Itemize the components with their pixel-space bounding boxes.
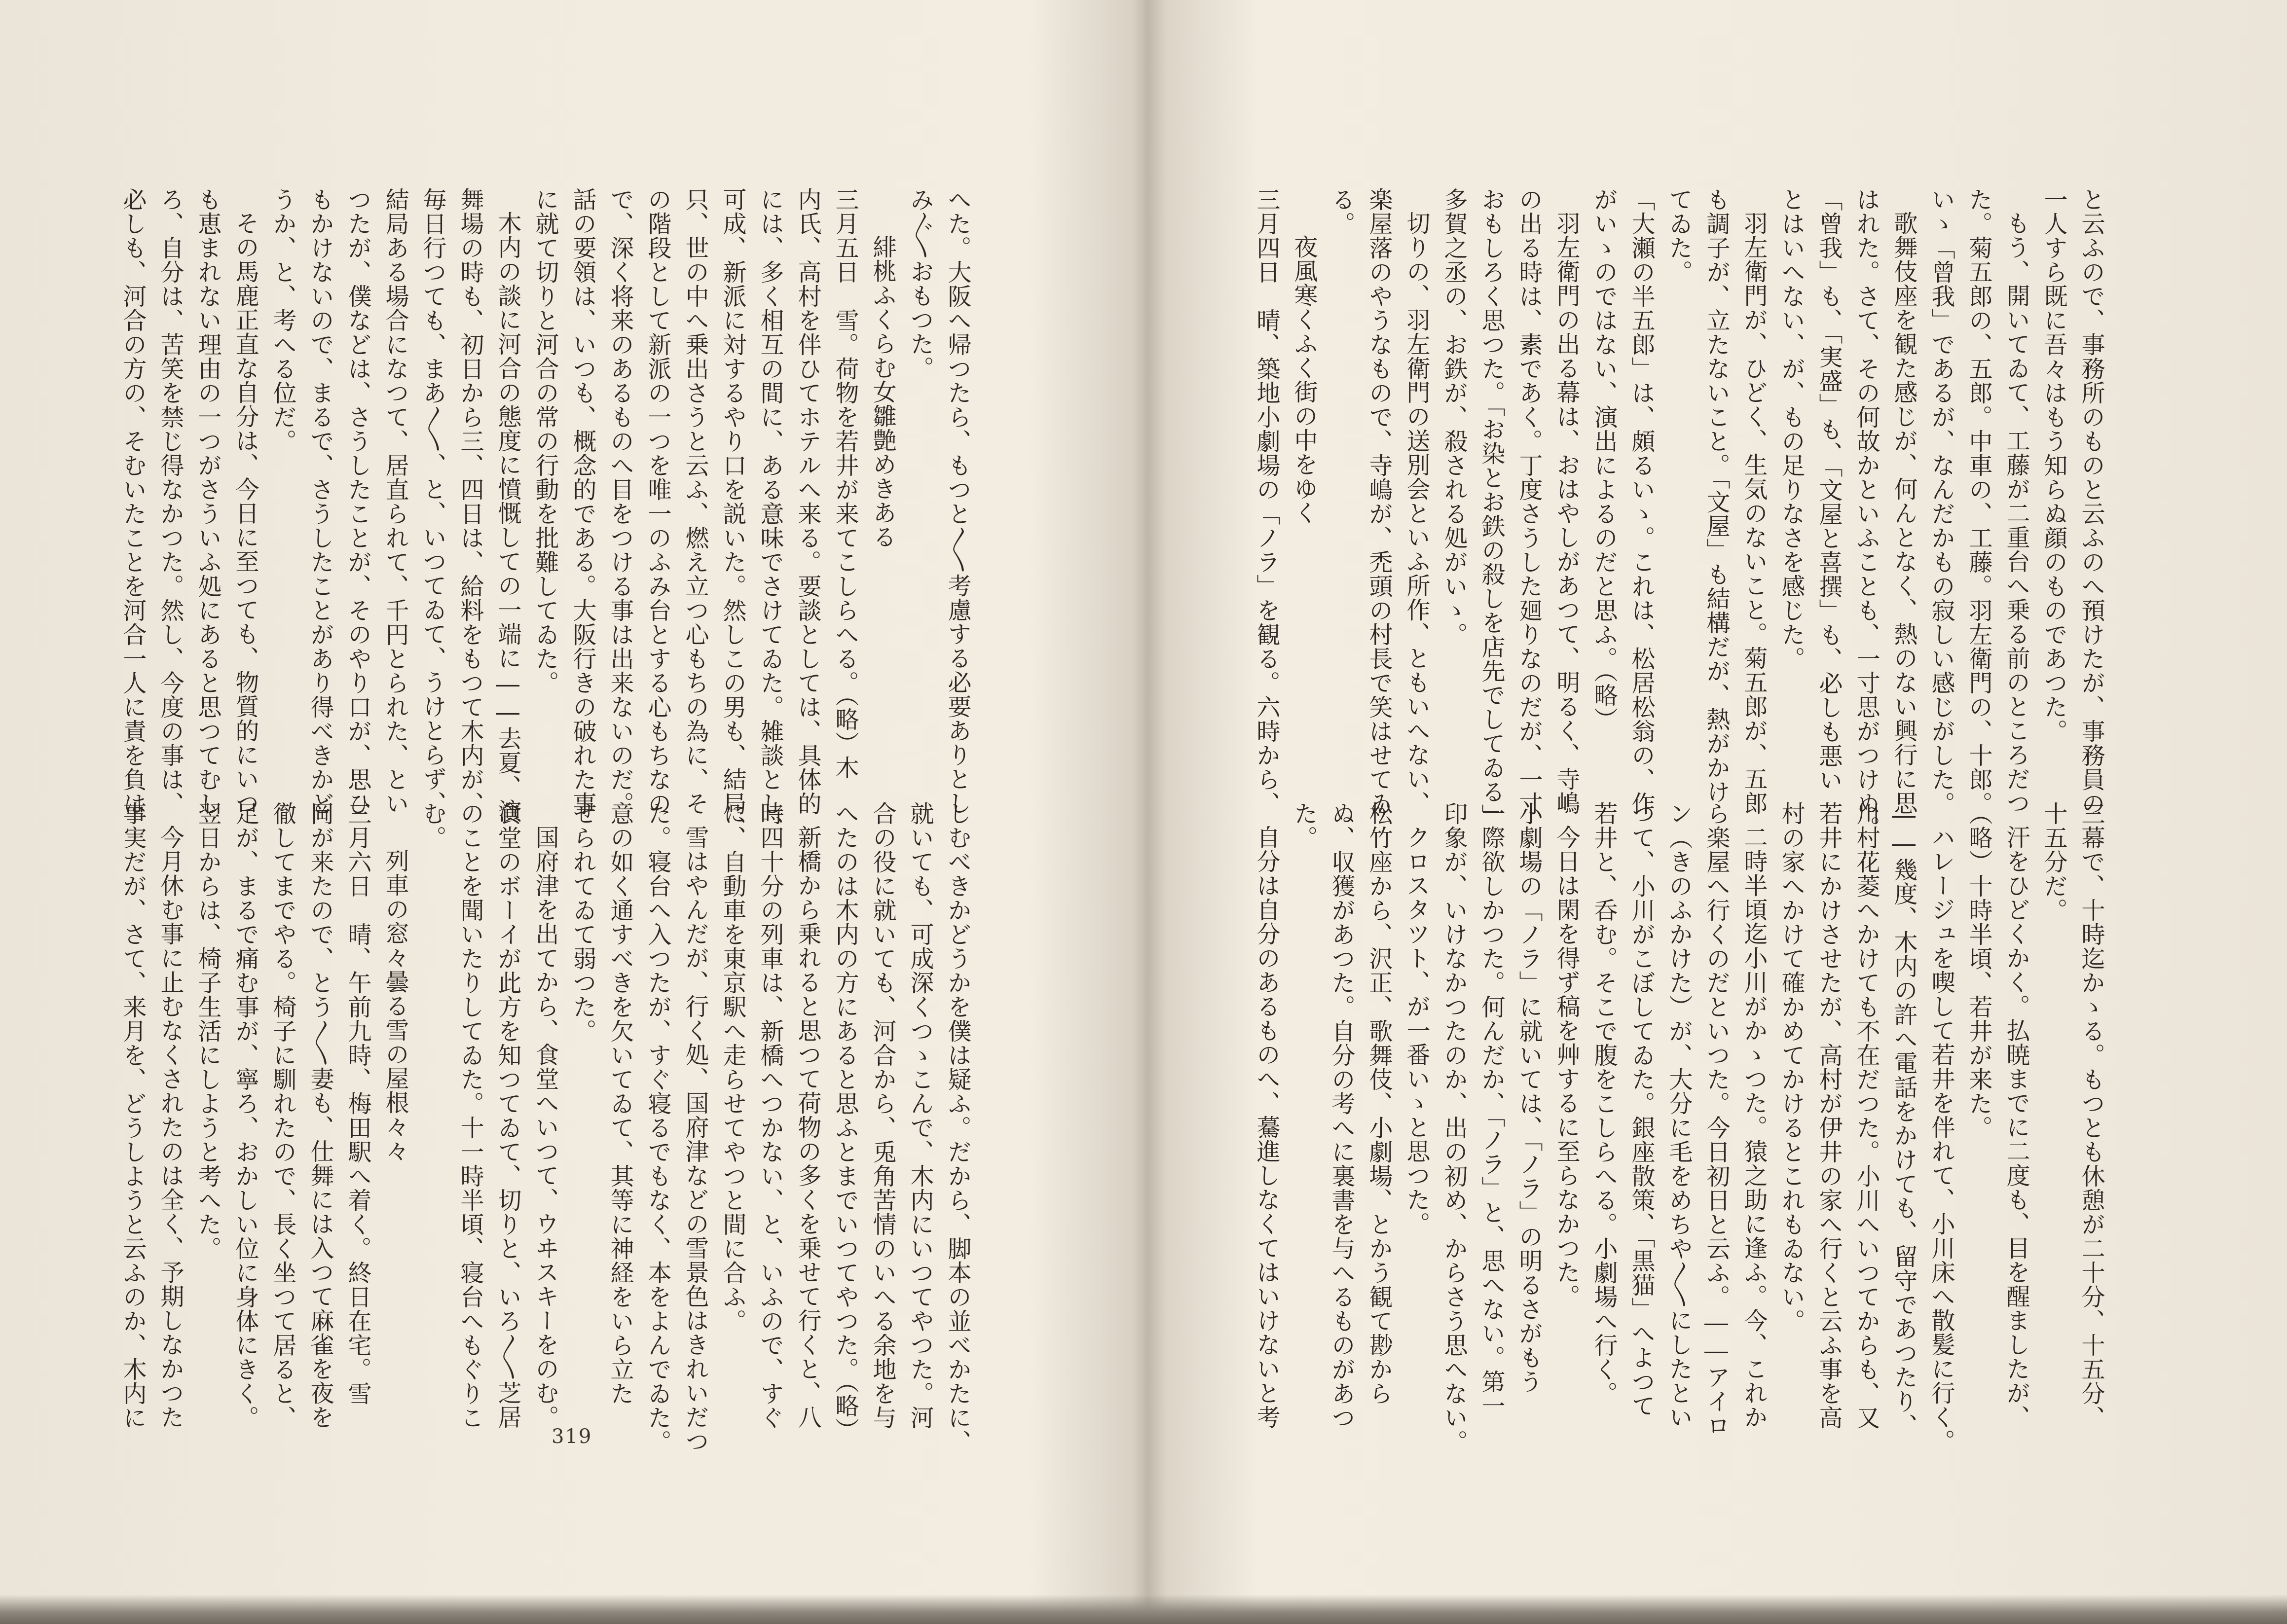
text-line: 話の要領は、いつも、概念的である。大阪行きの破れた事: [569, 187, 596, 816]
text-line: む。: [419, 801, 446, 850]
page-number: 319: [552, 1425, 592, 1448]
text-line: 汗をひどくかく。払暁までに二度も、目を醒ましたが、: [2002, 825, 2030, 1429]
text-line: に就て切りと河合の常の行動を批難してゐた。: [531, 187, 559, 695]
text-line: ン（きのふかけた）が、大分に毛をめちや〳〵にしたとい: [1665, 801, 1693, 1429]
diary-entry-date-line: 三月六日 晴、午前九時、梅田駅へ着く。終日在宅。雪: [344, 801, 371, 1406]
text-line: ハレージュを喫して若井を伴れて、小川床へ散髪に行く。: [1927, 825, 1955, 1453]
text-line: と云ふので、事務所のものと云ふのへ預けたが、事務員の: [2077, 187, 2105, 816]
text-line: へたのは木内の方にあると思ふとまでいつてやつた。（略）: [831, 801, 859, 1442]
text-line: 必しも、河合の方の、そむいたことを河合一人に責を負は: [119, 187, 147, 816]
text-line: （略）十時半頃、若井が来た。: [1965, 801, 1992, 1140]
text-line: 羽左衛門の出る幕は、おはやしがあつて、明るく、寺嶋: [1552, 211, 1580, 815]
haiku-line: 夜風寒くふく街の中をゆく: [1290, 235, 1318, 525]
text-line: てゐた。: [1665, 187, 1693, 284]
text-line: 小劇場の「ノラ」に就いては、「ノラ」の明るさがもう: [1515, 801, 1543, 1394]
text-line: ぬ、収獲があつた。自分の考へに裏書を与へるものがあつ: [1328, 801, 1355, 1430]
diary-entry-date-line: 三月五日 雪。荷物を若井が来てこしらへる。（略）木: [831, 187, 859, 780]
text-line: 足が、まるで痛む事が、寧ろ、おかしい位に身体にきく。: [231, 801, 259, 1430]
text-line: 「曾我」も、「実盛」も、「文屋と喜撰」も、必しも悪い: [1815, 187, 1843, 792]
text-line: には、多く相互の間に、ある意味でさけてゐた。雑談とし、: [756, 187, 784, 840]
text-line: もう、開いてゐて、工藤が二重台へ乗る前のところだつ: [2002, 211, 2030, 815]
text-line: 三幕で、十時迄かゝる。もつとも休憩が二十分、十五分、: [2077, 801, 2105, 1430]
text-line: 意の如く通すべきを欠いてゐて、其等に神経をいら立た: [606, 801, 634, 1406]
text-line: 今日は閑を得ず稿を艸するに至らなかつた。: [1552, 825, 1580, 1308]
text-line: 就いても、可成深くつゝこんで、木内にいつてやつた。河: [906, 801, 934, 1430]
right-page-upper-block: [1253, 187, 2107, 840]
text-line: も調子が、立たないこと。「文屋」も結構だが、熱がかけ: [1702, 187, 1730, 804]
text-line: 歌舞伎座を観た感じが、何んとなく、熱のない興行に思: [1890, 211, 1918, 815]
text-line: 若井にかけさせたが、高村が伊井の家へ行くと云ふ事を高: [1815, 801, 1843, 1430]
text-line: とはいへない、が、もの足りなさを感じた。: [1777, 187, 1805, 671]
text-line: 結局ある場合になつて、居直られて、千円とられた、とい: [381, 187, 409, 816]
left-page-upper-block: [119, 187, 973, 840]
right-page: [1144, 0, 2287, 1624]
text-line: み〴〵おもつた。: [906, 187, 934, 380]
text-line: 「大瀬の半五郎」は、頗るいゝ。これは、松居松翁の、作: [1627, 187, 1655, 816]
text-line: 雪はやんだが、行く処、国府津などの雪景色はきれいだつ: [681, 825, 709, 1453]
text-line: 舞場の時も、初日から三、四日は、給料をもつて木内が、: [456, 187, 484, 816]
text-line: 翌日からは、椅子生活にしようと考へた。: [194, 801, 221, 1261]
text-line: 可成、新派に対するやり口を説いた。然しこの男も、結局、: [719, 187, 746, 840]
text-line: 一人すら既に吾々はもう知らぬ顔のものであつた。: [2040, 187, 2067, 743]
text-line: うか、と、考へる位だ。: [269, 187, 296, 453]
text-line: た。寝台へ入つたが、すぐ寝るでもなく、本をよんでゐた。: [644, 801, 671, 1454]
text-line: 一際欲しかつた。何んだか、「ノラ」と、思へない。第一: [1477, 801, 1505, 1418]
text-line: 村の家へかけて確かめてかけるとこれもゐない。: [1777, 801, 1805, 1333]
text-line: 今月休む事に止むなくされたのは全く、予期しなかつた: [156, 825, 184, 1429]
right-page-lower-block: [1253, 801, 2107, 1454]
text-line: 毎日行つても、まあ〳〵、と、いつてゐて、うけとらず、: [419, 187, 446, 815]
text-line: ら楽屋へ行くのだといつた。今日初日と云ふ。――アイロ: [1702, 801, 1730, 1438]
text-line: ろ、自分は、苦笑を禁じ得なかつた。然し、今度の事は、: [156, 187, 184, 816]
text-line: 岡が来たので、とう〳〵妻も、仕舞には入つて麻雀を夜を: [306, 801, 334, 1429]
text-line: 木内の談に河合の態度に憤慨しての一端に――去夏、演: [494, 211, 521, 823]
text-line: た。菊五郎の、五郎。中車の、工藤。羽左衛門の、十郎。: [1965, 187, 1992, 816]
text-line: もかけないので、まるで、さうしたことがあり得べきかど: [306, 187, 334, 816]
text-line: 時四十分の列車は、新橋へつかない、と、いふので、すぐ: [756, 801, 784, 1430]
text-line: た。: [1290, 801, 1318, 850]
text-line: しむべきかどうかを僕は疑ふ。だから、脚本の並べかたに、: [944, 801, 971, 1454]
text-line: る。: [1328, 187, 1355, 236]
text-line: せられてゐて弱つた。: [569, 801, 596, 1043]
text-line: の階段として新派の一つを唯一のふみ台とする心もちなの: [644, 187, 671, 816]
text-line: おもしろく思つた。「お染とお鉄の殺しを店先でしてゐる」: [1477, 187, 1505, 828]
diary-entry-date-line: 三月四日 晴、築地小劇場の「ノラ」を観る。六時から、: [1253, 187, 1280, 816]
text-line: へた。大阪へ帰つたら、もつと〳〵考慮する必要ありとし: [944, 187, 971, 815]
text-line: で、深く将来のあるものへ目をつける事は出来ないのだ。: [606, 187, 634, 816]
haiku-line: 列車の窓々曇る雪の屋根々々: [381, 849, 409, 1163]
text-line: 多賀之丞の、お鉄が、殺される処がいゝ。: [1440, 187, 1468, 647]
haiku-line: 緋桃ふくらむ女雛艶めきある: [869, 235, 896, 549]
text-line: のことを聞いたりしてゐた。十一時半頃、寝台へもぐりこ: [456, 801, 484, 1430]
text-line: 印象が、いけなかつたのか、出の初め、からさう思へない。: [1440, 801, 1468, 1454]
text-line: 新橋から乗れると思つて荷物の多くを乗せて行くと、八: [794, 825, 821, 1429]
text-line: も恵まれない理由の一つがさういふ処にあると思つてむし: [194, 187, 221, 816]
text-line: 羽左衛門が、ひどく、生気のないこと。菊五郎が、五郎: [1740, 211, 1768, 815]
text-line: 国府津を出てから、食堂へいつて、ウヰスキーをのむ。: [531, 825, 559, 1429]
text-line: その馬鹿正直な自分は、今日に至つても、物質的にいつ: [231, 211, 259, 815]
text-line: 切りの、羽左衛門の送別会といふ所作、ともいへない、: [1402, 211, 1430, 815]
book-bottom-edge-shadow: [0, 1594, 2287, 1624]
text-line: 楽屋落のやうなもので、寺嶋が、禿頭の村長で笑はせてゐ: [1365, 187, 1393, 816]
text-line: つて、小川がこぼしてゐた。銀座散策、「黒猫」へよつて: [1627, 801, 1655, 1418]
text-line: 若井と、呑む。そこで腹をこしらへる。小劇場へ行く。: [1590, 801, 1618, 1406]
text-line: 二時半頃迄小川がかゝつた。猿之助に逢ふ。今、これか: [1740, 825, 1768, 1429]
text-line: がいゝのではない、演出によるのだと思ふ。（略）: [1590, 187, 1618, 731]
text-line: 只、世の中へ乗出さうと云ふ、燃え立つ心もちの為に、そ: [681, 187, 709, 816]
text-line: 十五分だ。: [2040, 801, 2067, 922]
text-line: の出る時は、素であく。丁度さうした廻りなのだが、一寸: [1515, 187, 1543, 816]
text-line: に、自動車を東京駅へ走らせてやつと間に合ふ。: [719, 801, 746, 1333]
text-line: クロスタツト、が一番いゝと思つた。: [1402, 825, 1430, 1236]
text-line: 松竹座から、沢正、歌舞伎、小劇場、とかう観て尠から: [1365, 801, 1393, 1406]
text-line: 自分は自分のあるものへ、驀進しなくてはいけないと考: [1253, 825, 1280, 1429]
text-line: 徹してまでやる。椅子に馴れたので、長く坐つて居ると、: [269, 801, 296, 1430]
text-line: はれた。さて、その何故かといふことも、一寸思がつけぬ。: [1852, 187, 1880, 840]
text-line: 事実だが、さて、来月を、どうしようと云ふのか、木内に: [119, 801, 147, 1430]
text-line: つたが、僕などは、さうしたことが、そのやり口が、思ひ: [344, 187, 371, 816]
text-line: 内氏、高村を伴ひてホテルへ来る。要談としては、具体的: [794, 187, 821, 816]
text-line: いゝ「曾我」であるが、なんだかもの寂しい感じがした。: [1927, 187, 1955, 816]
text-line: 食堂のボーイが此方を知つてゐて、切りと、いろ〳〵芝居: [494, 801, 521, 1429]
text-line: 合の役に就いても、河合から、兎角苦情のいへる余地を与: [869, 801, 896, 1430]
text-line: 川村花菱へかけても不在だつた。小川へいつてからも、又: [1852, 801, 1880, 1430]
text-line: ――幾度、木内の許へ電話をかけても、留守であつたり、: [1890, 801, 1918, 1438]
